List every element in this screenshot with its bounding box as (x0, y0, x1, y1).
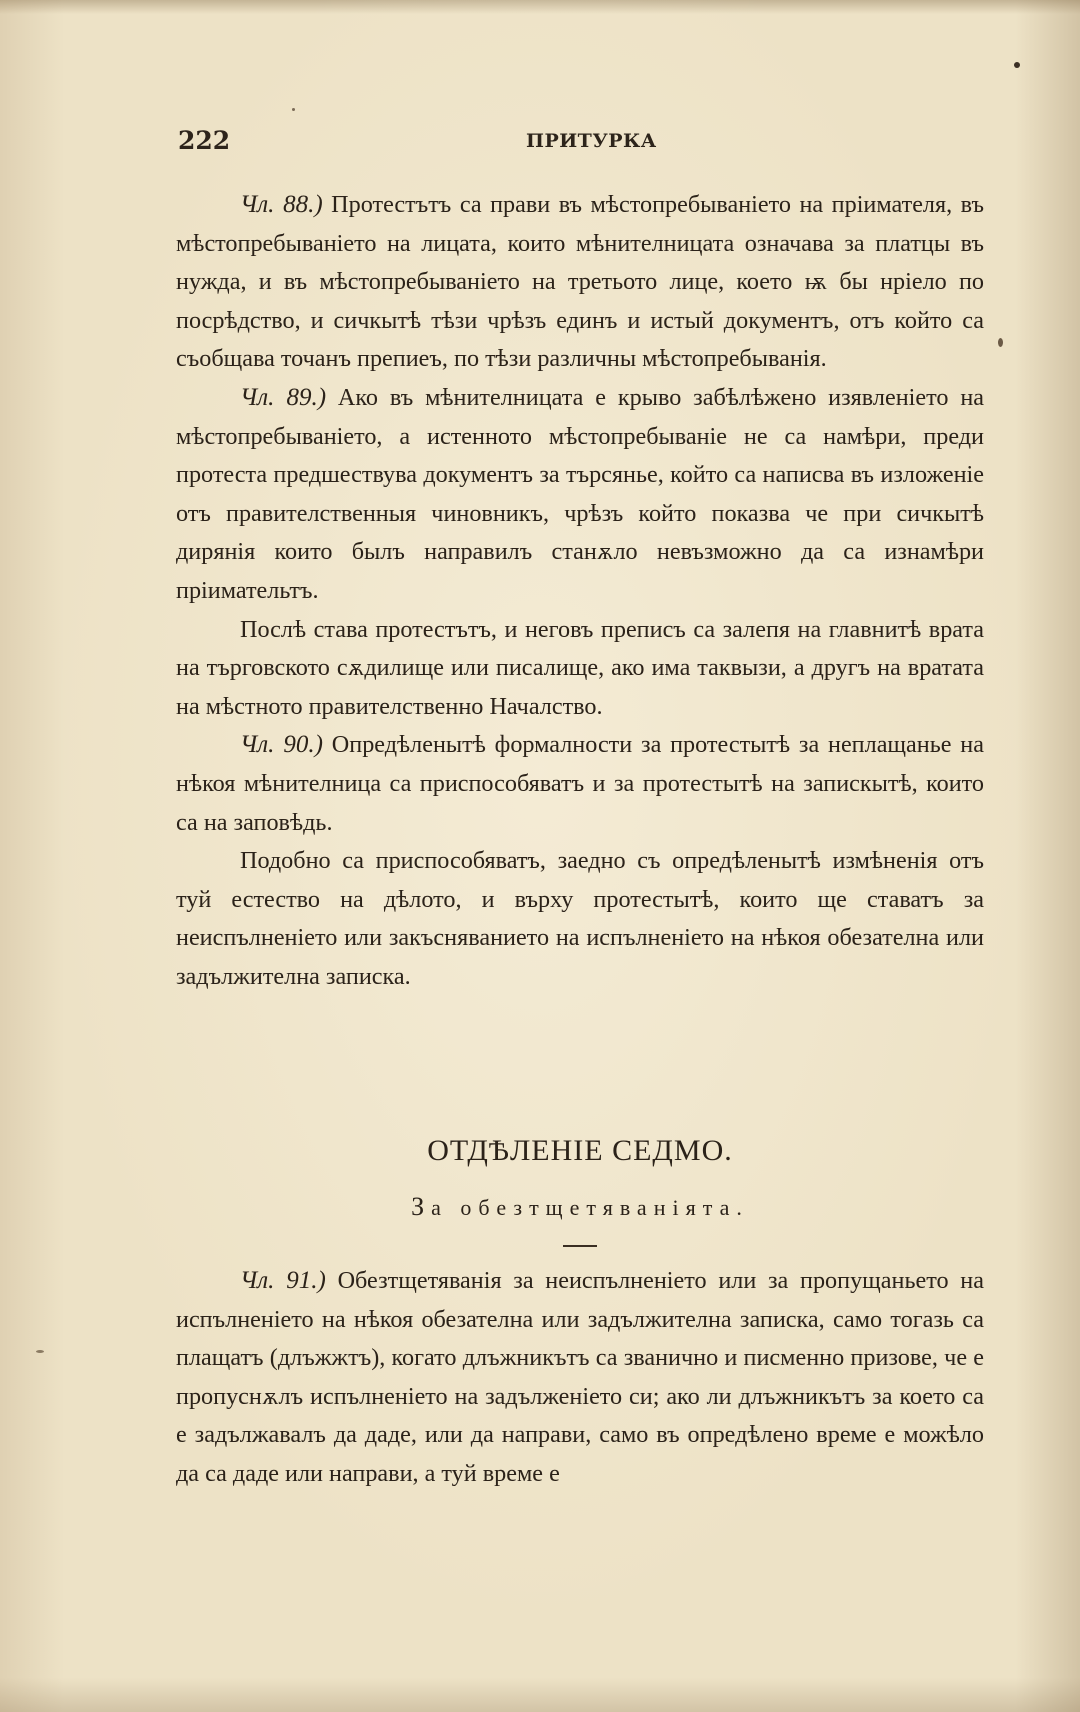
ink-speck (36, 1350, 44, 1353)
section-heading (176, 1130, 984, 1247)
section-subtitle (176, 1192, 984, 1223)
ink-speck (1014, 62, 1020, 68)
paragraph-text: Обезтщетяванія за неиспълненіето или за пропущаньето на испълненіето на нѣкоя обезателна или задължителна записка, само тогазь са плащатъ (длъжжтъ), когато длъжникътъ са званично и писменно призове, че е пропуснѫлъ испълненіето на задълженіето си; ако ли длъжникътъ за което са е задължавалъ да даде, или да направи, само въ опредѣлено време е можѣло да са даде или направи, а туй време е (176, 1267, 984, 1487)
ink-speck (292, 108, 295, 111)
paragraph-text: Ако въ мѣнителницата е крыво забѣлѣжено изявленіето на мѣстопребываніето, а истенното мѣстопребываніе не са намѣри, преди протеста предшествува документъ за търсянье, който са написва въ изложеніе отъ правителственныя чиновникъ, чрѣзъ който показва че при сичкытѣ дирянія които былъ направилъ станѫло невъзможно да са изнамѣри пріимательтъ. (176, 383, 985, 604)
main-text (176, 186, 984, 996)
paragraph-text: Подобно са приспособяватъ, заедно съ опредѣленытѣ измѣненія отъ туй естество на дѣлото, и върху протестытѣ, които ще ставатъ за неиспълненіето или закъсняванието на испълненіето на нѣкоя обезателна или задължителна записка. (176, 847, 984, 990)
paragraph-article-89 (176, 379, 984, 611)
paragraph-article-90 (176, 726, 984, 842)
article-number: Чл. 89.) (240, 383, 327, 411)
ink-speck (998, 338, 1003, 347)
section-title: ОТДѢЛЕНІЕ СЕДМО. (427, 1134, 733, 1167)
article-number: Чл. 88.) (240, 191, 323, 218)
running-title: ПРИТУРКА (526, 130, 657, 152)
section-divider (563, 1245, 597, 1247)
paragraph-article-89-continued (176, 611, 984, 727)
paragraph-article-90-continued (176, 842, 984, 996)
main-text-continued (176, 1262, 984, 1494)
paragraph-text: Протестътъ са прави въ мѣстопребываніето на пріимателя, въ мѣстопребываніето на лицата, които мѣнителницата означава за платцы въ нужда, и въ мѣстопребываніето на третьото лице, което ѭ бы нріело по посрѣдство, и сичкытѣ тѣзи чрѣзъ единъ и истый документъ, отъ който са съобщава точанъ препиеъ, по тѣзи различны мѣстопребыванія. (176, 191, 985, 373)
page-number: 222 (178, 126, 231, 155)
article-number: Чл. 91.) (240, 1267, 326, 1294)
page-header (178, 126, 992, 166)
paragraph-text: Опредѣленытѣ формалности за протестытѣ за неплащанье на нѣкоя мѣнителница са приспособяватъ и за протестытѣ на запискытѣ, които са на заповѣдь. (176, 731, 984, 836)
paragraph-article-91 (176, 1262, 984, 1494)
section-subtitle-initial: З (411, 1192, 432, 1221)
paragraph-text: Послѣ става протестътъ, и неговъ преписъ са залепя на главнитѣ врата на търговското сѫдилище или писалище, ако има таквызи, а другъ на вратата на мѣстното правителственно Началство. (176, 615, 984, 720)
paragraph-article-88 (176, 186, 984, 379)
section-subtitle-text: а обезтщетяванiята. (431, 1195, 749, 1220)
article-number: Чл. 90.) (240, 731, 323, 759)
